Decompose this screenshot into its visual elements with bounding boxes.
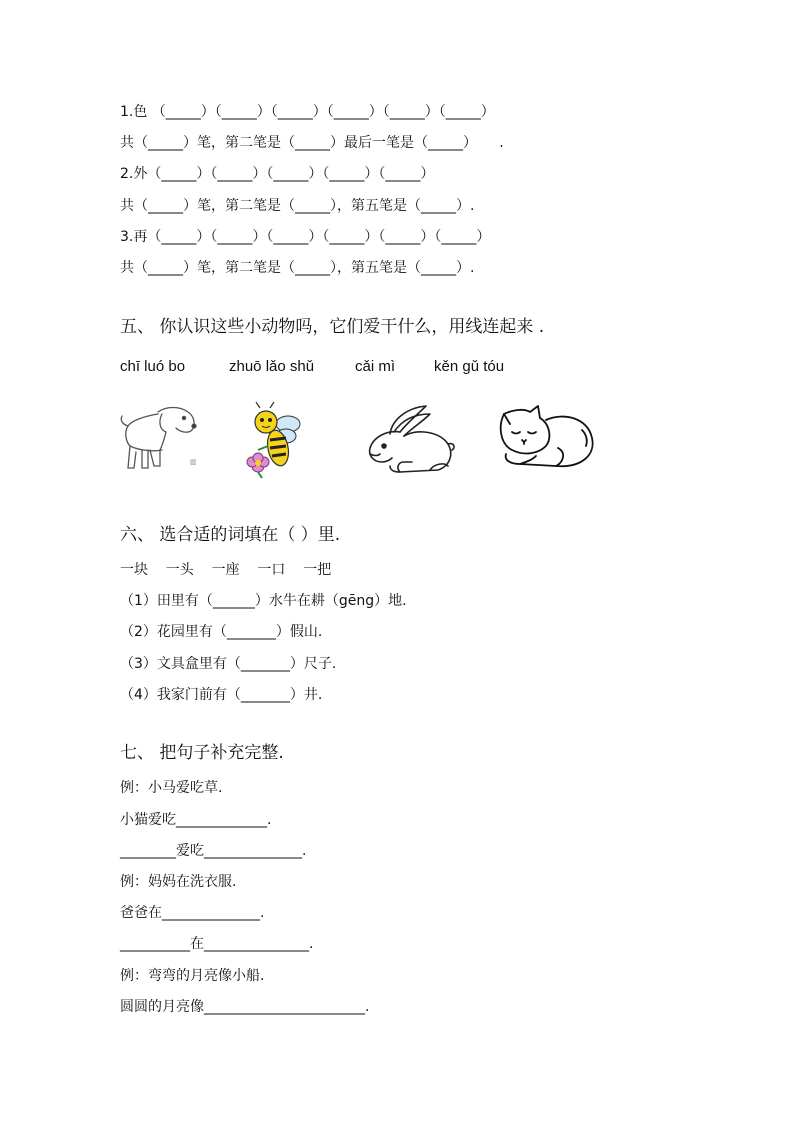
sentence-line-2: ________爱吃______________. — [120, 843, 307, 859]
cat-drawing-icon — [496, 404, 596, 472]
fill-item-2: （2）花园里有（_______）假山. — [120, 624, 323, 640]
stroke-line-3: 2.外（_____）（_____）（_____）（_____）（_____） — [120, 166, 435, 182]
fill-item-4: （4）我家门前有（_______）井. — [120, 687, 323, 703]
pinyin-label-1: chī luó bo — [120, 358, 186, 375]
example-line-3: 例：弯弯的月亮像小船. — [120, 968, 265, 984]
sentence-line-3: 爸爸在______________. — [120, 905, 265, 921]
section-6-heading: 六、 选合适的词填在（ ）里. — [120, 525, 341, 545]
stroke-line-1: 1.色 （_____）（_____）（_____）（_____）（_____）（_____） — [120, 104, 495, 120]
example-line-1: 例：小马爱吃草. — [120, 780, 223, 796]
stroke-line-4: 共（_____）笔，第二笔是（_____），第五笔是（_____）. — [120, 198, 475, 214]
dog-drawing-icon — [118, 402, 202, 474]
pinyin-label-4: kěn gǔ tóu — [434, 358, 505, 375]
sentence-line-1: 小猫爱吃_____________. — [120, 812, 272, 828]
stroke-line-2: 共（_____）笔，第二笔是（_____）最后一笔是（_____） . — [120, 135, 504, 151]
pinyin-label-3: cǎi mì — [355, 358, 396, 375]
sentence-line-5: 圆圆的月亮像_______________________. — [120, 999, 370, 1015]
section-7-heading: 七、 把句子补充完整. — [120, 743, 284, 763]
sentence-line-4: __________在_______________. — [120, 936, 314, 952]
svg-text:▥: ▥ — [190, 458, 197, 466]
pinyin-label-2: zhuō lǎo shǔ — [229, 358, 315, 375]
stroke-line-5: 3.再（_____）（_____）（_____）（_____）（_____）（_____） — [120, 229, 491, 245]
stroke-line-6: 共（_____）笔，第二笔是（_____），第五笔是（_____）. — [120, 260, 475, 276]
bee-drawing-icon — [244, 402, 304, 480]
example-line-2: 例：妈妈在洗衣服. — [120, 874, 237, 890]
section-5-heading: 五、 你认识这些小动物吗，它们爱干什么，用线连起来 . — [120, 317, 545, 337]
rabbit-drawing-icon — [360, 404, 460, 476]
fill-item-1: （1）田里有（______）水牛在耕（gēng）地. — [120, 593, 407, 609]
word-choices: 一块 一头 一座 一口 一把 — [120, 562, 332, 578]
fill-item-3: （3）文具盒里有（_______）尺子. — [120, 656, 337, 672]
